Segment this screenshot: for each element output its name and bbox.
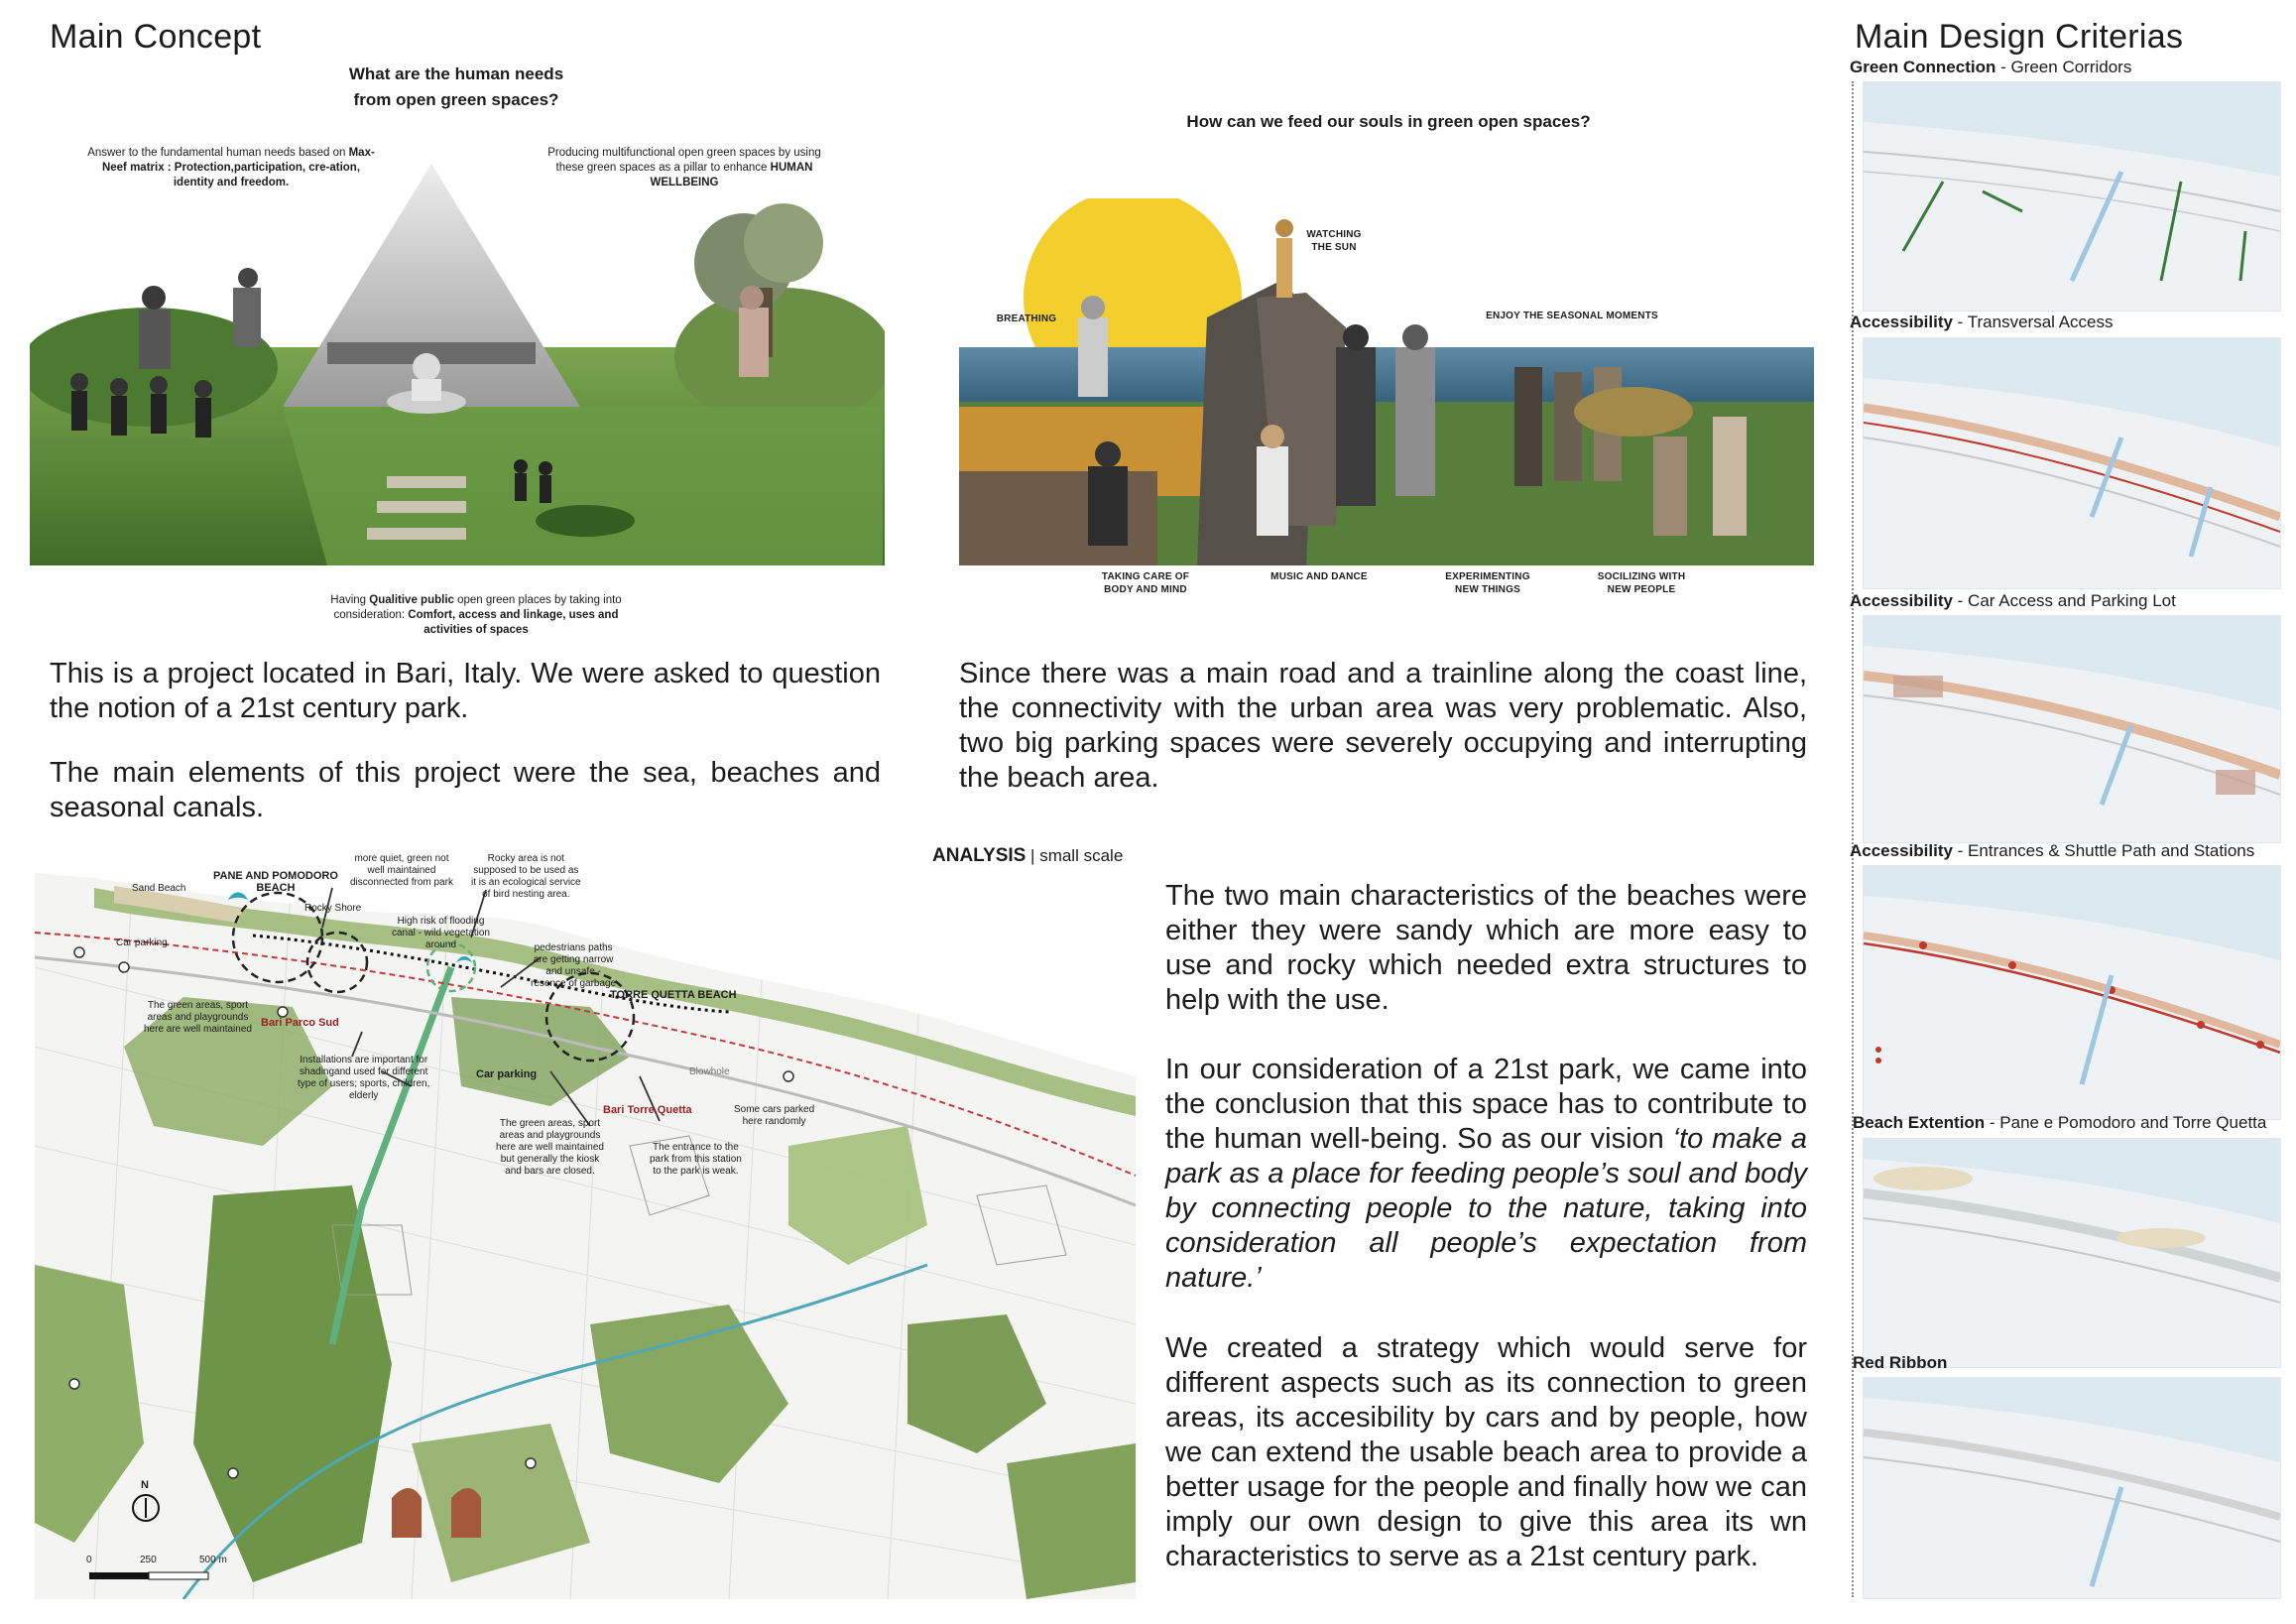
criteria-heading-2-rest: - Transversal Access <box>1952 312 2114 331</box>
map-label-pedestrian: pedestrians paths are getting narrow and unsafe - resence of garbage <box>531 942 617 989</box>
criteria-panel-car-access <box>1863 615 2281 843</box>
map-label-torre-beach: TORRE QUETTA BEACH <box>610 989 737 1001</box>
analysis-paragraph-2-plain: In our consideration of a 21st park, we came into the conclusion that this space has to contribute to the human well-being. So as our vision <box>1165 1054 1807 1155</box>
analysis-heading-rest: | small scale <box>1026 846 1124 865</box>
analysis-heading-bold: ANALYSIS <box>932 845 1027 866</box>
map-scale-0: 0 <box>86 1555 92 1565</box>
map-scale-250: 250 <box>140 1555 157 1565</box>
criteria-panel-red-ribbon <box>1863 1377 2281 1599</box>
map-label-pane-pomodoro: PANE AND POMODORO BEACH <box>213 870 338 894</box>
criteria-heading-4-bold: Accessibility <box>1850 841 1953 860</box>
map-label-blowhole: Blowhole <box>689 1066 730 1077</box>
site-analysis-map <box>35 848 1136 1599</box>
criteria-panel-6-art <box>1864 1378 2280 1598</box>
criteria-panel-green-connection <box>1863 81 2281 312</box>
criteria-heading-6 <box>1853 1353 1947 1373</box>
analysis-paragraph-1: The two main characteristics of the beaches were either they were sandy which are more easy to use and rocky which needed extra structures to help with the use. <box>1165 880 1807 1016</box>
criteria-heading-2 <box>1850 312 2114 332</box>
map-label-car-parking-2: Car parking <box>476 1068 538 1080</box>
criteria-heading-1-rest: - Green Corridors <box>1995 58 2132 76</box>
wellbeing-note-text: Producing multifunctional open green spaces by using these green spaces as a pillar to enhance <box>547 147 821 174</box>
criteria-heading-1-bold: Green Connection <box>1850 58 1996 76</box>
analysis-paragraph-3: We created a strategy which would serve for different aspects such as its connection to green areas, its accesibility by cars and by people, how we can extend the usable beach area to provide a better usage for the people and finally how we can imply our own design to give this area its wn characteristics to serve as a 21st century park. <box>1165 1332 1807 1572</box>
criteria-heading-4 <box>1850 841 2254 861</box>
quality-note <box>327 593 625 638</box>
analysis-heading <box>932 845 1123 867</box>
analysis-paragraph-2 <box>1165 1053 1807 1296</box>
souls-collage <box>959 198 1814 565</box>
criteria-panel-3-art <box>1864 616 2280 842</box>
criteria-heading-3 <box>1850 591 2176 611</box>
map-label-green-areas-2: The green areas, sport areas and playgrounds here are well maintained but generally the kiosk and bars are closed. <box>496 1118 604 1177</box>
map-label-high-risk: High risk of flooding canal - wild vegetation around <box>392 916 490 950</box>
label-breathing: BREATHING <box>996 313 1057 324</box>
quality-note-text-a: Having <box>330 594 370 606</box>
criteria-heading-3-bold: Accessibility <box>1850 591 1953 610</box>
criteria-panel-5-art <box>1864 1139 2280 1367</box>
label-socializing: SOCILIZING WITH NEW PEOPLE <box>1597 571 1686 595</box>
map-label-rocky-area: Rocky area is not supposed to be used as it is an ecological service of bird nesting area. <box>471 853 581 900</box>
criteria-panel-2-art <box>1864 338 2280 588</box>
criteria-heading-5-rest: - Pane e Pomodoro and Torre Quetta <box>1985 1113 2267 1132</box>
max-neef-note-text: Answer to the fundamental human needs based on <box>87 147 349 159</box>
criteria-panel-4-art <box>1864 866 2280 1119</box>
criteria-panel-1-art <box>1864 82 2280 311</box>
max-neef-note-bold: Max-Neef matrix : Protection,participation, cre-ation, identity and freedom. <box>101 147 375 188</box>
quality-note-bold-b: Comfort, access and linkage, uses and activities of spaces <box>408 609 619 636</box>
map-scale-500: 500 m <box>199 1555 227 1565</box>
label-experimenting: EXPERIMENTING NEW THINGS <box>1445 571 1530 595</box>
map-label-installations: Installations are important for shadingand used for different type of users; sports, children, elderly <box>298 1055 430 1101</box>
map-label-sand-beach: Sand Beach <box>132 883 186 894</box>
criteria-heading-5 <box>1853 1113 2266 1133</box>
map-label-bari-torre-quetta: Bari Torre Quetta <box>603 1104 692 1116</box>
analysis-vision-quote: ‘to make a park as a place for feeding people’s soul and body by connecting people to the nature, taking into consideration all people’s expectation from nature.’ <box>1165 1123 1807 1294</box>
map-label-entrance: The entrance to the park from this station to the park is weak. <box>650 1142 742 1177</box>
map-north-label: N <box>141 1479 149 1491</box>
criteria-heading-5-bold: Beach Extention <box>1853 1113 1986 1132</box>
map-label-bari-parco-sud: Bari Parco Sud <box>261 1017 339 1029</box>
label-taking-care: TAKING CARE OF BODY AND MIND <box>1101 571 1190 595</box>
quality-note-text-b: open green places by taking into consideration: <box>333 594 622 621</box>
label-watching-sun: WATCHING THE SUN <box>1306 229 1362 253</box>
map-label-rocky-shore: Rocky Shore <box>304 903 362 914</box>
map-label-more-quiet: more quiet, green not well maintained disconnected from park <box>350 853 453 888</box>
intro-paragraph-1: This is a project located in Bari, Italy. We were asked to question the notion of a 21st century park. <box>50 658 881 724</box>
criteria-panel-shuttle <box>1863 865 2281 1120</box>
criteria-heading-4-rest: - Entrances & Shuttle Path and Stations <box>1952 841 2255 860</box>
map-label-some-cars: Some cars parked here randomly <box>734 1104 815 1127</box>
map-label-green-areas-1: The green areas, sport areas and playgrounds here are well maintained <box>144 1000 252 1035</box>
label-music: MUSIC AND DANCE <box>1270 571 1368 582</box>
souls-collage-art <box>959 198 1814 565</box>
human-needs-collage-art <box>30 159 885 565</box>
main-concept-title: Main Concept <box>50 18 262 56</box>
criteria-heading-1 <box>1850 58 2131 77</box>
criteria-heading-6-bold: Red Ribbon <box>1853 1353 1948 1372</box>
criteria-heading-2-bold: Accessibility <box>1850 312 1953 331</box>
criteria-panel-transversal-access <box>1863 337 2281 589</box>
wellbeing-note-bold: HUMAN WELLBEING <box>650 162 813 188</box>
souls-question: How can we feed our souls in green open spaces? <box>1186 112 1591 131</box>
intro-paragraph-2: The main elements of this project were the sea, beaches and seasonal canals. <box>50 757 881 823</box>
human-needs-collage <box>30 159 885 565</box>
criteria-panel-beach-extension <box>1863 1138 2281 1368</box>
label-seasonal: ENJOY THE SEASONAL MOMENTS <box>1486 311 1658 321</box>
connectivity-paragraph: Since there was a main road and a trainline along the coast line, the connectivity with the urban area was very problematic. Also, two big parking spaces were severely occupying and interrupting the beach area. <box>959 658 1807 794</box>
human-needs-question: What are the human needs from open green spaces? <box>348 64 564 109</box>
map-label-car-parking-1: Car parking <box>116 937 168 948</box>
criteria-heading-3-rest: - Car Access and Parking Lot <box>1952 591 2176 610</box>
quality-note-bold-a: Qualitive public <box>369 594 454 606</box>
design-criteria-title: Main Design Criterias <box>1855 18 2184 56</box>
